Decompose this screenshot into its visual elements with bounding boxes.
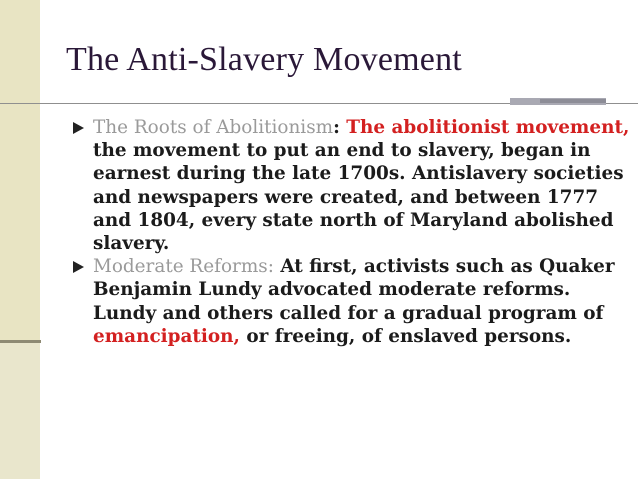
- bullet-item-roots: [72, 116, 632, 255]
- title-rule-accent-inner: [540, 99, 606, 103]
- triangle-bullet-icon: [73, 261, 84, 273]
- bullet-separator: :: [333, 117, 347, 138]
- triangle-bullet-icon: [73, 122, 84, 134]
- left-band-divider: [0, 340, 41, 343]
- left-decorative-band-lower: [0, 342, 40, 479]
- bullet-text-end: or freeing, of enslaved persons.: [239, 325, 572, 347]
- bullet-list: [72, 116, 632, 348]
- bullet-lead: The Roots of Abolitionism: [93, 117, 334, 138]
- bullet-text: At first, activists such as Quaker Benjamin Lundy advocated moderate reforms. Lundy and others called for a gradual program of: [93, 256, 615, 324]
- bullet-key-term: The abolitionist movement,: [346, 117, 630, 138]
- bullet-key-term: emancipation,: [93, 325, 240, 347]
- slide-title: The Anti-Slavery Movement: [66, 41, 462, 78]
- bullet-lead: Moderate Reforms:: [93, 256, 274, 278]
- bullet-item-moderate-reforms: [72, 255, 632, 348]
- bullet-text: the movement to put an end to slavery, began in earnest during the late 1700s. Antislavery societies and newspapers were created, and between 1777 and 1804, every state north of Maryland abolished slavery.: [93, 140, 624, 255]
